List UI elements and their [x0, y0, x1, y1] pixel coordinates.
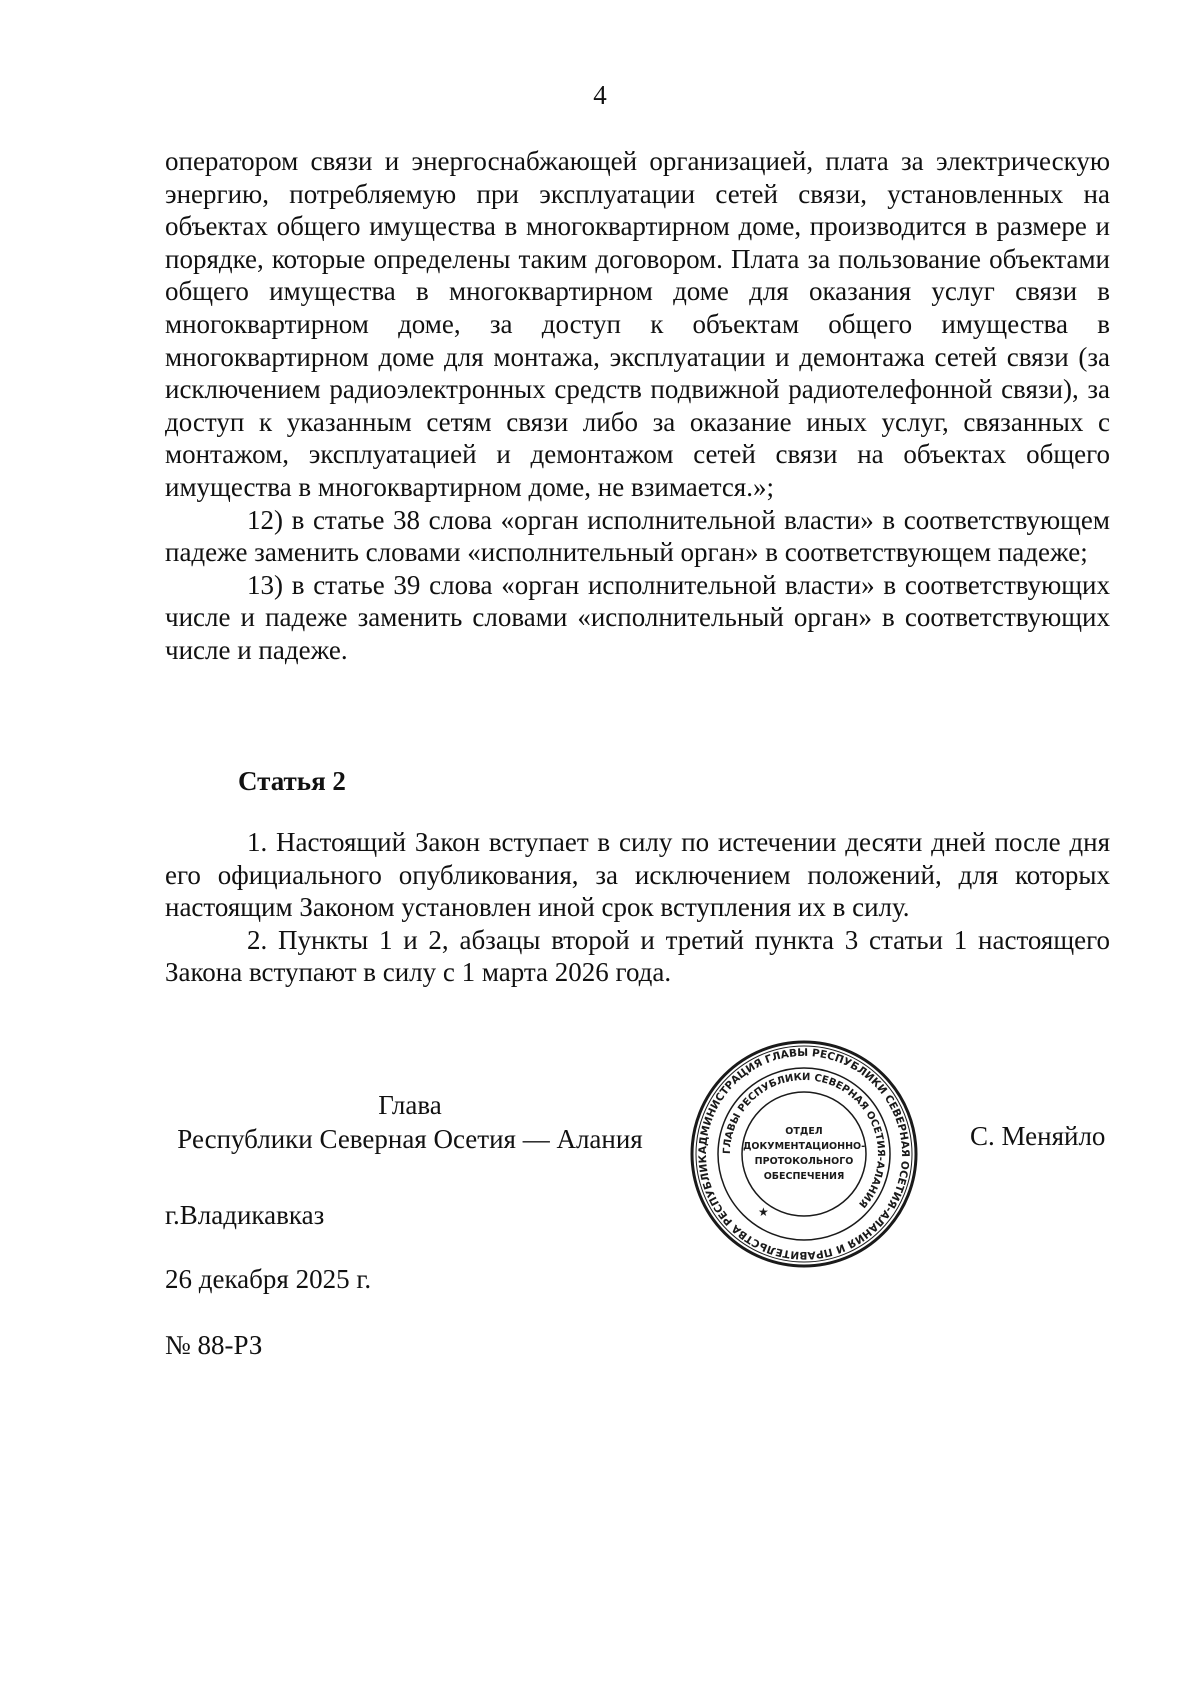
signing-date: 26 декабря 2025 г.: [165, 1264, 372, 1294]
seal-center-line-4: ОБЕСПЕЧЕНИЯ: [763, 1171, 845, 1182]
article-paragraph-1: 1. Настоящий Закон вступает в силу по истечении десяти дней после дня его официального опубликования, за исключением положений, для которых настоящим Законом установлен иной срок вступления их в силу.: [165, 827, 1110, 923]
page-number: 4: [593, 80, 607, 110]
paragraph-continuation: оператором связи и энергоснабжающей организацией, плата за электрическую энергию, потребляемую при эксплуатации сетей связи, установленных на объектах общего имущества в многоквартирном доме, производится в размере и порядке, которые определены таким договором. Плата за пользование объектами общего имущества в многоквартирном доме для оказания услуг связи в многоквартирном доме, за доступ к объектам общего имущества в многоквартирном доме для монтажа, эксплуатации и демонтажа сетей связи (за исключением радиоэлектронных средств подвижной радиотелефонной связи), за доступ к указанным сетям связи либо за оказание иных услуг, связанных с монтажом, эксплуатацией и демонтажом сетей связи на объектах общего имущества в многоквартирном доме, не взимается.»;: [165, 146, 1110, 502]
seal-star-icon: ★: [758, 1205, 769, 1219]
paragraph-item-12: 12) в статье 38 слова «орган исполнительной власти» в соответствующем падеже заменить словами «исполнительный орган» в соответствующем падеже;: [165, 504, 1110, 568]
signatory-title: [165, 1088, 655, 1156]
signatory-title-line1: Глава: [378, 1090, 442, 1120]
article-heading: Статья 2: [238, 766, 346, 796]
signatory-name: С. Меняйло: [970, 1121, 1106, 1151]
article-paragraph-2: 2. Пункты 1 и 2, абзацы второй и третий пункта 3 статьи 1 настоящего Закона вступают в силу с 1 марта 2026 года.: [165, 924, 1110, 988]
seal-center-line-3: ПРОТОКОЛЬНОГО: [754, 1156, 854, 1167]
seal-center-line-1: ОТДЕЛ: [785, 1126, 823, 1137]
body-text: [165, 145, 1110, 667]
signatory-title-line2: Республики Северная Осетия — Алания: [177, 1124, 643, 1154]
seal-stamp: [688, 1038, 920, 1270]
seal-center-line-2: ДОКУМЕНТАЦИОННО-: [742, 1141, 866, 1152]
law-number: № 88-РЗ: [165, 1330, 263, 1360]
seal-outer-text: АДМИНИСТРАЦИЯ ГЛАВЫ РЕСПУБЛИКИ СЕВЕРНАЯ ОСЕТИЯ-АЛАНИЯ И ПРАВИТЕЛЬСТВА РЕСПУБЛИК: [696, 1046, 912, 1262]
official-seal: [688, 1038, 920, 1270]
seal-ring-text: ГЛАВЫ РЕСПУБЛИКИ СЕВЕРНАЯ ОСЕТИЯ-АЛАНИЯ: [721, 1071, 887, 1210]
article-body: [165, 826, 1110, 989]
place-of-signing: г.Владикавказ: [165, 1200, 325, 1230]
paragraph-item-13: 13) в статье 39 слова «орган исполнительной власти» в соответствующих числе и падеже заменить словами «исполнительный орган» в соответствующих числе и падеже.: [165, 569, 1110, 665]
